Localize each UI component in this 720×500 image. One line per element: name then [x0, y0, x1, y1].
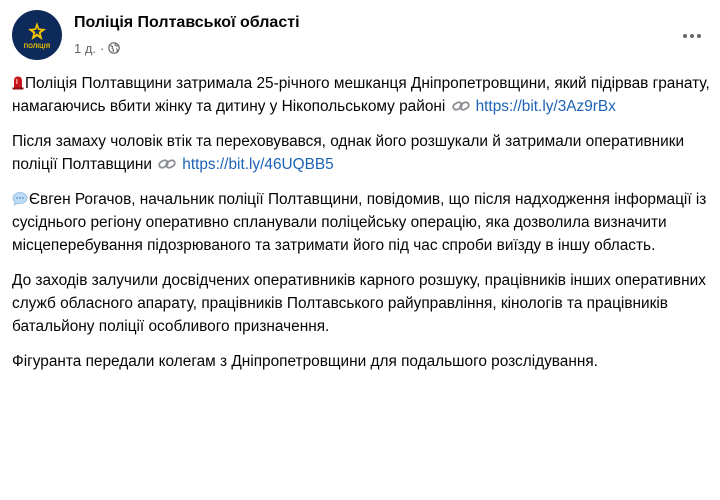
paragraph-5 — [12, 350, 712, 373]
paragraph-3-text: Євген Рогачов, начальник поліції Полтавщини, повідомив, що після надходження інформації із сусіднього регіону оперативно спланували поліцейську операцію, яка дозволила визначити місцеперебування підозрюваного та затримати його під час спроби виїзду в іншу область. — [12, 191, 707, 254]
avatar[interactable] — [12, 10, 62, 60]
globe-icon[interactable] — [108, 42, 120, 54]
paragraph-1-text: Поліція Полтавщини затримала 25-річного мешканця Дніпропетровщини, який підірвав гранату, намагаючись вбити жінку та дитину у Нікопольському районі — [12, 75, 710, 115]
police-star-icon — [26, 21, 48, 43]
paragraph-2 — [12, 130, 712, 176]
paragraph-5-text: Фігуранта передали колегам з Дніпропетровщини для подальшого розслідування. — [12, 353, 598, 370]
paragraph-3 — [12, 188, 712, 257]
paragraph-1 — [12, 72, 712, 118]
link-chain-icon — [158, 157, 176, 171]
article-link-1[interactable]: https://bit.ly/3Az9rBx — [475, 98, 616, 115]
page-name-link[interactable]: Поліція Полтавської області — [74, 14, 300, 31]
avatar-label: ПОЛІЦІЯ — [23, 43, 51, 50]
paragraph-4-text: До заходів залучили досвідчених оперативників карного розшуку, працівників інших оперативних служб обласного апарату, працівників Полтавського райуправління, кінологів та працівників батальйону поліції особливого призначення. — [12, 272, 706, 335]
more-options-icon — [683, 34, 687, 38]
post-content — [12, 72, 712, 385]
speech-bubble-icon — [12, 191, 28, 206]
post-meta — [74, 40, 120, 56]
more-options-button[interactable] — [680, 24, 704, 48]
post-header — [12, 10, 708, 62]
article-link-2[interactable]: https://bit.ly/46UQBB5 — [182, 156, 334, 173]
paragraph-2-text: Після замаху чоловік втік та переховувався, однак його розшукали й затримали оперативники поліції Полтавщини — [12, 133, 685, 173]
link-chain-icon — [452, 99, 470, 113]
more-options-icon — [690, 34, 694, 38]
post-timestamp[interactable]: 1 д. — [74, 40, 97, 56]
paragraph-4 — [12, 269, 712, 338]
meta-separator: · — [100, 40, 105, 56]
siren-icon — [12, 75, 24, 90]
more-options-icon — [697, 34, 701, 38]
